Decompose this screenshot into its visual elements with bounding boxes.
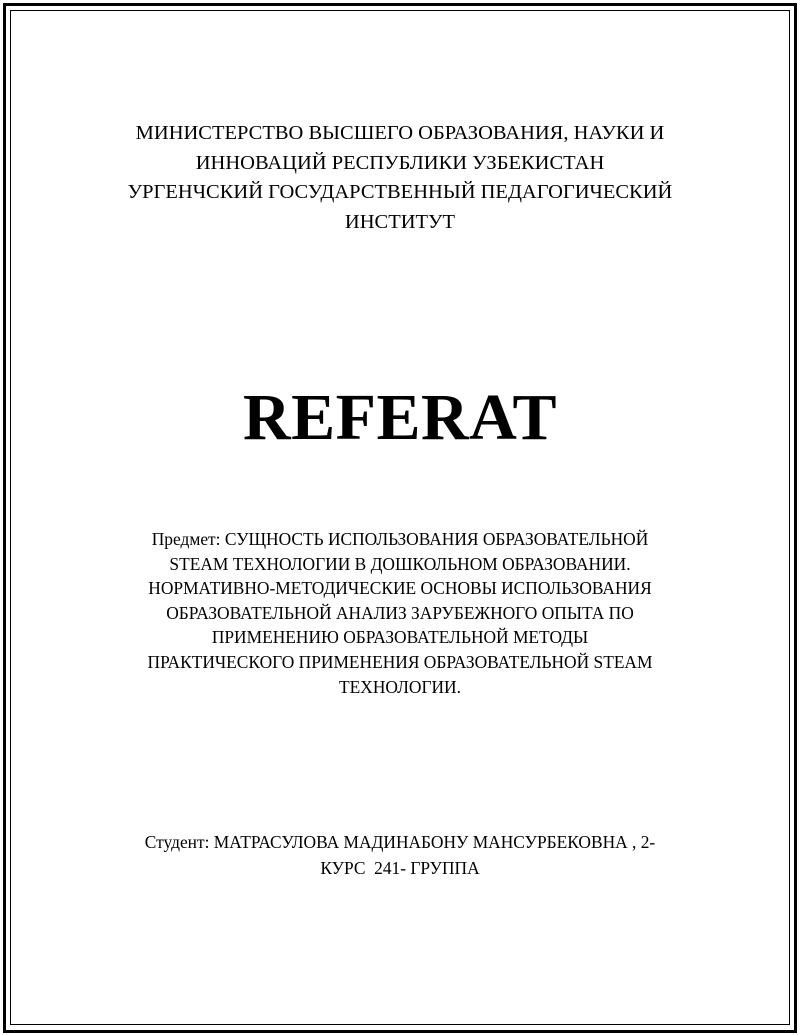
student-line: КУРС 241- ГРУППА: [320, 858, 480, 878]
subject-line: ОБРАЗОВАТЕЛЬНОЙ АНАЛИЗ ЗАРУБЕЖНОГО ОПЫТА ПО: [166, 602, 634, 623]
subject-line: STEAM ТЕХНОЛОГИИ В ДОШКОЛЬНОМ ОБРАЗОВАНИИ.: [169, 553, 631, 574]
institution-heading: [0, 119, 800, 237]
subject-line: ПРАКТИЧЕСКОГО ПРИМЕНЕНИЯ ОБРАЗОВАТЕЛЬНОЙ STEAM: [147, 651, 653, 672]
institution-line: МИНИСТЕРСТВО ВЫСШЕГО ОБРАЗОВАНИЯ, НАУКИ И: [135, 122, 665, 144]
institution-line: ИННОВАЦИЙ РЕСПУБЛИКИ УЗБЕКИСТАН: [195, 151, 605, 174]
student-info: [0, 829, 800, 881]
subject-line: Предмет: СУЩНОСТЬ ИСПОЛЬЗОВАНИЯ ОБРАЗОВАТЕЛЬНОЙ: [151, 529, 649, 549]
institution-line: УРГЕНЧСКИЙ ГОСУДАРСТВЕННЫЙ ПЕДАГОГИЧЕСКИЙ: [127, 181, 673, 203]
subject-line: НОРМАТИВНО-МЕТОДИЧЕСКИЕ ОСНОВЫ ИСПОЛЬЗОВАНИЯ: [148, 578, 652, 599]
document-title: REFERAT: [243, 381, 557, 454]
subject-description: [0, 527, 800, 699]
subject-line: ТЕХНОЛОГИИ.: [339, 676, 461, 697]
subject-line: ПРИМЕНЕНИЮ ОБРАЗОВАТЕЛЬНОЙ МЕТОДЫ: [211, 627, 589, 648]
student-line: Студент: МАТРАСУЛОВА МАДИНАБОНУ МАНСУРБЕКОВНА , 2-: [144, 832, 656, 852]
institution-line: ИНСТИТУТ: [344, 210, 456, 233]
